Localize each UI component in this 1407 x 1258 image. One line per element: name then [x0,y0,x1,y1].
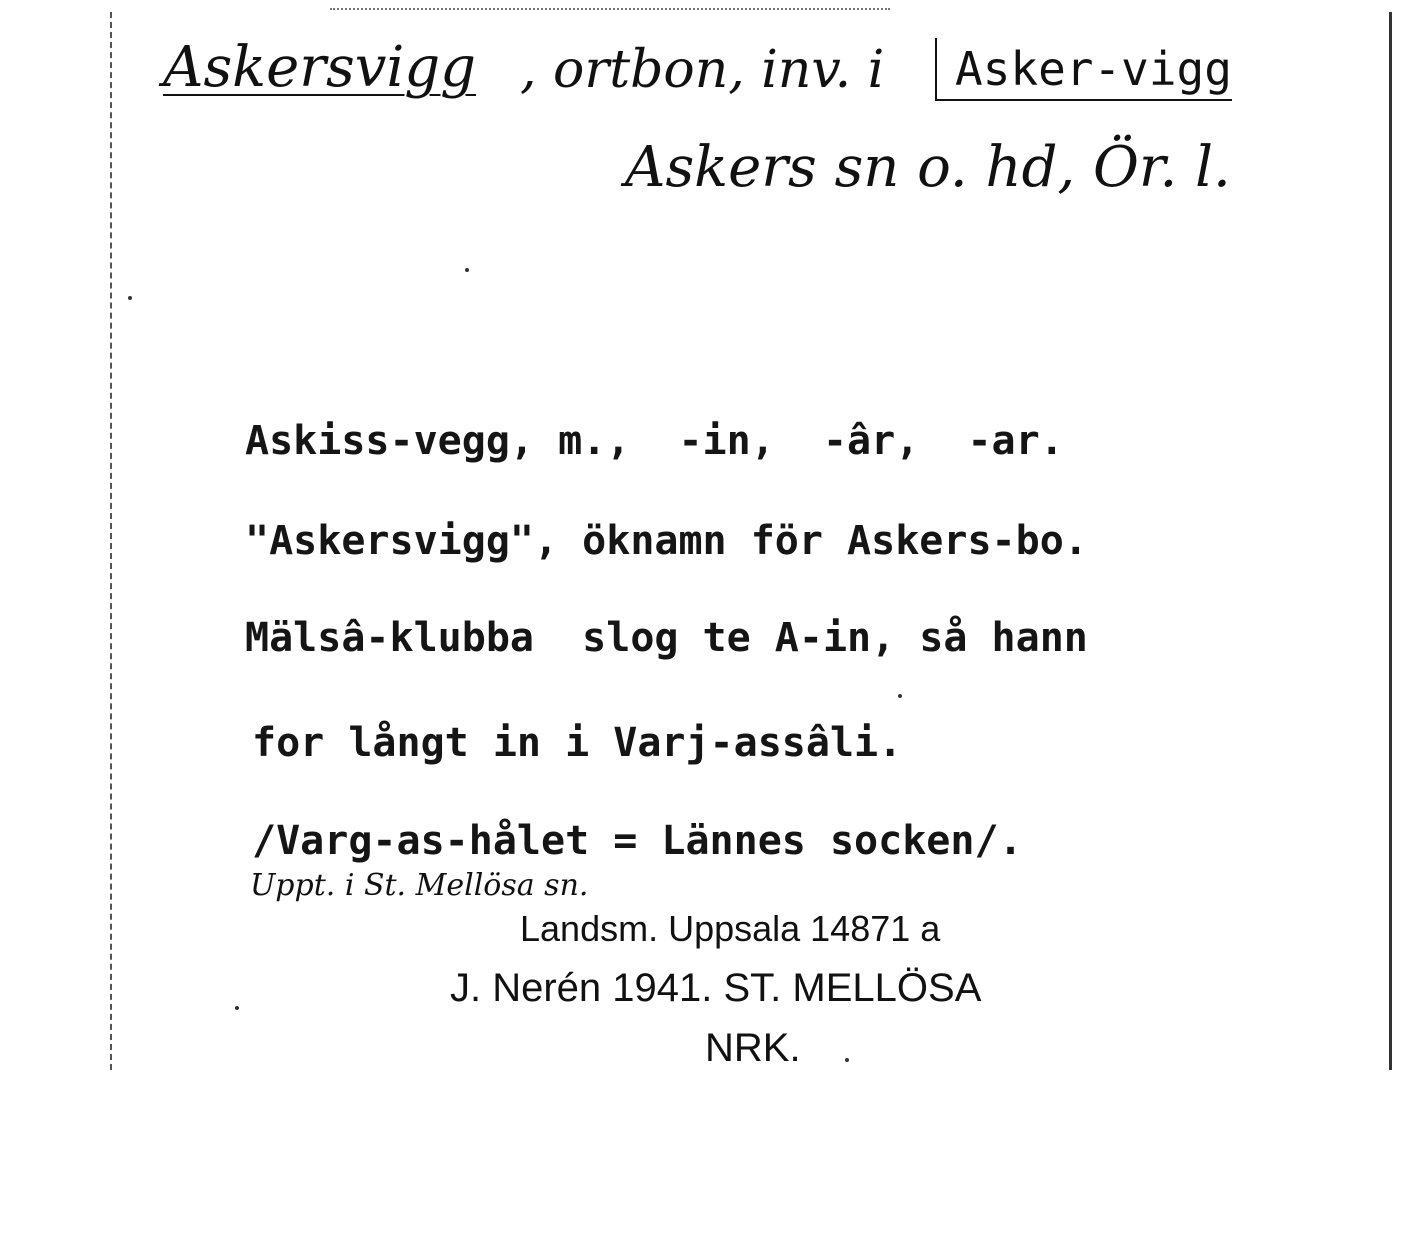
headword-description: , ortbon, inv. i [520,40,885,100]
boxed-form: Asker-vigg [935,38,1232,101]
scan-speck [845,1058,849,1062]
handwritten-note: Uppt. i St. Mellösa sn. [250,868,589,903]
entry-line-2: "Askersvigg", öknamn för Askers-bo. [245,518,1088,564]
scan-speck [235,1006,239,1010]
entry-line-1: Askiss-vegg, m., -in, -âr, -ar. [245,418,1064,464]
place-line: Askers sn o. hd, Ör. l. [625,135,1231,200]
entry-line-4: for långt in i Varj-assâli. [252,720,903,766]
scan-speck [465,268,469,272]
stamp-line-2: J. Nerén 1941. ST. MELLÖSA [450,966,982,1010]
scan-speck [128,296,132,300]
stamp-line-3: NRK. [705,1026,801,1070]
headword: Askersvigg [163,35,477,100]
scan-speck [898,694,902,698]
top-border-line [330,8,890,10]
stamp-line-1: Landsm. Uppsala 14871 a [520,908,941,949]
entry-line-5: /Varg-as-hålet = Lännes socken/. [252,818,1023,864]
entry-line-3: Mälsâ-klubba slog te A-in, så hann [245,615,1088,661]
